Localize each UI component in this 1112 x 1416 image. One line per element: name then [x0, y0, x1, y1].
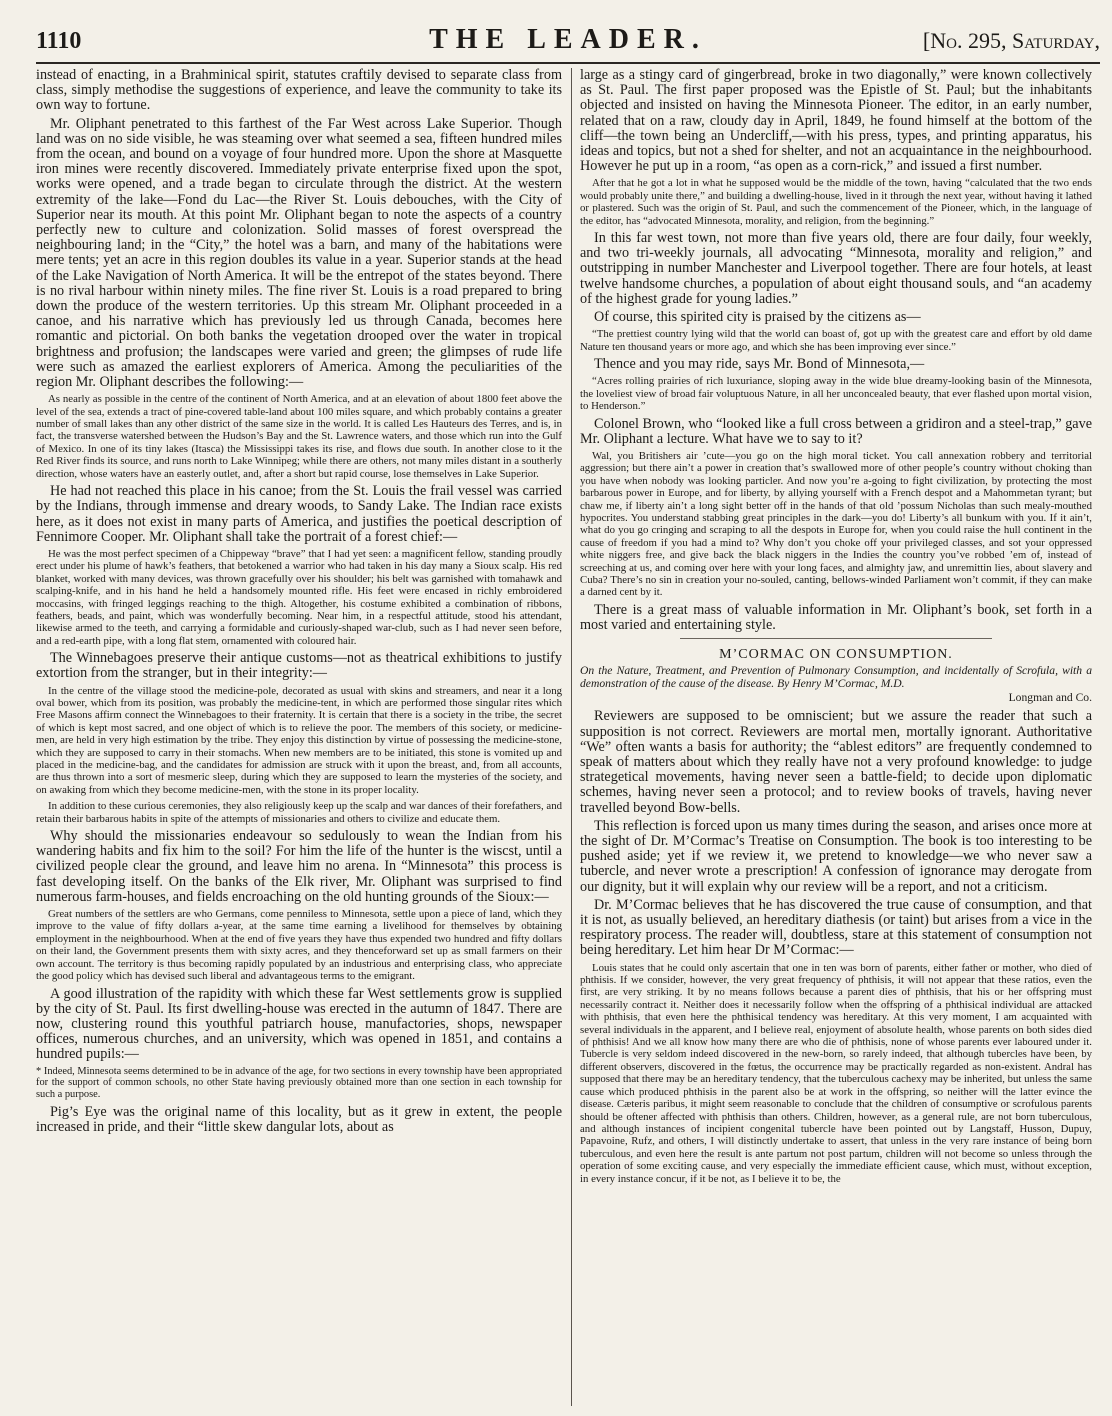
block-quote: Great numbers of the settlers are who Germans, come penniless to Minnesota, settle upon a piece of land, which they improve to the value of fifty dollars a-year, at the same time earning a livelihood for themselves by obtaining employment in the neighbourhood. When at the end of five years they have thus expended two hundred and fifty dollars on their land, the Government presents them with sixty acres, and they thenceforward set up as small farmers on their own account. The territory is thus becoming rapidly populated by an industrious and enterprising class, who appreciate the good policy which has devised such liberal and advantageous terms to the emigrant. — [36, 908, 562, 983]
right-column — [580, 68, 1092, 1406]
paragraph: Mr. Oliphant penetrated to this farthest of the Far West across Lake Superior. Though land was on no side visible, he was steaming over what seemed a sea, fifteen hundred miles from the ocean, and bound on a voyage of four hundred more. Upon the shore at Masquette iron mines were recently discovered. Immediately private enterprise fixed upon the spot, works were opened, and a trade began to circulate through the district. At the western extremity of the lake—Fond du Lac—the River St. Louis debouches, with the City of Superior near its mouth. At this point Mr. Oliphant began to note the aspects of a country perfectly new to culture and colonization. Solid masses of forest overspread the neighbouring land; in the “City,” the hotel was a barn, and many of the habitations were mere tents; yet an acre in this region doubles its value in a year. Superior stands at the head of the Lake Navigation of North America. It will be the entrepot of the states beyond. There is no rival harbour within ninety miles. The fine river St. Louis is a road prepared to bring down the produce of the western territories. Up this stream Mr. Oliphant proceeded in a canoe, and his narrative which has previously led us through Canada, becomes here romantic and pictorial. On both banks the vegetation drooped over the water in tropical brightness and profusion; the landscapes were varied and green; the glimpses of rude life were such as amazed the earliest explorers of America. Among the peculiarities of the region Mr. Oliphant describes the following:— — [36, 115, 562, 391]
publisher-row — [580, 691, 1092, 704]
paragraph: Dr. M’Cormac believes that he has discovered the true cause of consumption, and that it is not, as usually believed, an hereditary diathesis (or taint) but arises from a vice in the respiratory process. The reader will, doubtless, stare at this statement of consumption not being hereditary. Let him hear Dr M’Cormac:— — [580, 896, 1092, 959]
paragraph: There is a great mass of valuable information in Mr. Oliphant’s book, set forth in a most varied and entertaining style. — [580, 601, 1092, 633]
block-quote: After that he got a lot in what he supposed would be the middle of the town, having “calculated that the two ends would probably unite there,” and building a dwelling-house, lived in it through the next year, without having it lathed or plastered. Such was the origin of St. Paul, and such the commencement of the Pioneer, which, in the language of the editor, has “advocated Minnesota, morality, and religion, from the beginning.” — [580, 177, 1092, 227]
paragraph: instead of enacting, in a Brahminical spirit, statutes craftily devised to separate class from class, simply methodise the suggestions of experience, and leave the community to take its own way to fortune. — [36, 68, 562, 114]
section-divider — [680, 638, 992, 639]
issue-label: [No. 295, Saturday, — [922, 28, 1100, 53]
paragraph: This reflection is forced upon us many times during the season, and arises once more at the sight of Dr. M’Cormac’s Treatise on Consumption. The book is too interesting to be pushed aside; yet if we review it, we pretend to knowledge—we who never saw a tubercle, and never wrote a prescription! A confession of ignorance may derogate from our dignity, but it will explain why our review will be a report, and not a criticism. — [580, 817, 1092, 895]
block-quote: Louis states that he could only ascertain that one in ten was born of parents, either father or mother, who died of phthisis. If we consider, however, the very great frequency of phthisis, it will not appear that these ratios, even the first, are very striking. It by no means follows because a parent dies of phthisis, that his or her offspring must necessarily contract it. Neither does it necessarily follow when the offspring of a phthisical individual are attacked with phthisis, that even here the phthisical tendency was hereditary. At this very moment, I am acquainted with several individuals in the apparent, and I believe real, enjoyment of absolute health, whose parents on both sides died of phthisis! And we all know how many there are who die of phthisis, none of whose parents ever laboured under it. Tubercle is very seldom indeed discovered in the new-born, so rarely indeed, that although tubercles have been, by different observers, discovered in the fœtus, the occurrence may be practically regarded as non-existent. Andral has supposed that there may be an hereditary tendency, that the tuberculous cachexy may be inherited, but unless the same cause which produced phthisis in the parent also be at work in the offspring, so neither will the latter evince the disease. Cæteris paribus, it might seem reasonable to conclude that the children of consumptive or scrofulous parents should be oftener affected with phthisis than others. Children, however, as a general rule, are not born tuberculous, and although instances of incipient congenital tubercle have been pointed out by Langstaff, Husson, Dupuy, Papavoine, Rufz, and others, I will distinctly undertake to assert, that unless in the very rare instance of being born tuberculous, and even here the result is ante partum not post partum, children will not become so unless through the operation of some exciting cause, and very especially the immediate efficient cause, which must, without exception, in every instance concur, if it be not, as I believe it to be, the — [580, 961, 1092, 1185]
paragraph: large as a stingy card of gingerbread, broke in two diagonally,” were known collectively as St. Paul. The first paper proposed was the Epistle of St. Paul; but the inhabitants objected and insisted on having the Minnesota Pioneer. The editor, in an early number, related that on a raw, cloudy day in April, 1849, he found himself at the bottom of the cliff—the town being an Undercliff,—with his press, types, and printing apparatus, his ideas and topics, but not a shed for shelter, and not an acquaintance in the neighbourhood. However he put up in a room, “as open as a corn-rick,” and issued a first number. — [580, 68, 1092, 175]
newspaper-title: THE LEADER. — [429, 24, 707, 55]
paragraph: In this far west town, not more than five years old, there are four daily, four weekly, and two tri-weekly journals, all advocating “Minnesota, morality and religion,” and outstripping in number Manchester and Liverpool together. There are four hotels, at least twelve handsome churches, a population of about eight thousand souls, and “an academy of the highest grade for young ladies.” — [580, 230, 1092, 307]
paragraph: Reviewers are supposed to be omniscient; but we assure the reader that such a supposition is not correct. Reviewers are mortal men, mortally ignorant. Authoritative “We” often wants a basis for authority; the “ablest editors” are frequently condemned to speak of matters about which they really have not a very profound knowledge: to judge strategetical movements, having never seen a battle-field; to decide upon diplomatic schemes, having never seen a protocol; and to review books of travels, having never travelled beyond Bow-bells. — [580, 708, 1092, 816]
publisher: Longman and Co. — [1008, 691, 1092, 705]
page-number: 1110 — [36, 28, 82, 54]
block-quote: As nearly as possible in the centre of the continent of North America, and at an elevation of about 1800 feet above the level of the sea, extends a tract of pine-covered table-land about 100 miles square, and which probably contains a greater number of small lakes than any other district of the same size in the world. It is called Les Hauteurs des Terres, and is, in fact, the transverse watershed between the Hudson’s Bay and the St. Lawrence waters, and those which run into the Gulf of Mexico. In one of its tiny lakes (Itasca) the Mississippi takes its rise, and flows due south. In another close to it the Red River finds its source, and runs north to Lake Winnipeg; while there are others, not many miles distant in a southerly direction, whose waters have an easterly outlet, and, after a short but rapid course, lose themselves in Lake Superior. — [36, 393, 562, 480]
paragraph: Colonel Brown, who “looked like a full cross between a gridiron and a steel-trap,” gave Mr. Oliphant a lecture. What have we to say to it? — [580, 415, 1092, 447]
column-rule — [571, 68, 572, 1406]
paragraph: Pig’s Eye was the original name of this locality, but as it grew in extent, the people increased in pride, and their “little skew dangular lots, about as — [36, 1103, 562, 1136]
block-quote: “Acres rolling prairies of rich luxuriance, sloping away in the wide blue dreamy-looking basin of the Minnesota, the loveliest view of broad fair voluptuous Nature, in all her unconcealed beauty, that ever flashed upon mortal vision, to Henderson.” — [580, 375, 1092, 413]
paragraph: Thence and you may ride, says Mr. Bond of Minnesota,— — [594, 356, 925, 373]
block-quote: In addition to these curious ceremonies, they also religiously keep up the scalp and war dances of their forefathers, and retain their barbarous habits in spite of the attempts of missionaries and others to civilize and educate them. — [36, 800, 562, 825]
paragraph: The Winnebagoes preserve their antique customs—not as theatrical exhibitions to justify extortion from the stranger, but in their integrity:— — [36, 650, 562, 682]
paragraph: A good illustration of the rapidity with which these far West settlements grow is supplied by the city of St. Paul. Its first dwelling-house was erected in the autumn of 1847. There are now, clustering round this youthful patriarch house, manufactories, shops, newspaper offices, numerous churches, and an university, which was opened in 1851, and contains a hundred pupils:— — [36, 985, 562, 1063]
footnote: * Indeed, Minnesota seems determined to be in advance of the age, for two sections in every township have been appropriated for the support of common schools, no other State having previously obtained more than one section in each township for such a purpose. — [36, 1065, 562, 1101]
article-title: M’CORMAC ON CONSUMPTION. — [719, 647, 953, 663]
block-quote: “The prettiest country lying wild that the world can boast of, got up with the greatest care and effort by old dame Nature ten thousand years or more ago, and which she has been improving ever since.” — [580, 328, 1092, 353]
paragraph: Of course, this spirited city is praised by the citizens as— — [594, 309, 921, 326]
left-column — [36, 68, 562, 1406]
block-quote: He was the most perfect specimen of a Chippeway “brave” that I had yet seen: a magnificent fellow, standing proudly erect under his plume of hawk’s feathers, that betokened a warrior who had taken in his day many a Sioux scalp. His red blanket, worked with many devices, was thrown gracefully over his shoulder; his belt was garnished with tomahawk and scalping-knife, and in his hand he held a handsomely mounted rifle. His feet were encased in richly embroidered moccasins, with fringed leggings reaching to the thigh. Altogether, his costume exhibited a combination of ribbons, feathers, beads, and paint, which was wonderfully becoming. Near him, in a respectful attitude, stood his attendant, likewise armed to the teeth, and carrying a formidable and curiously-shaped war-club, such as I had never seen before, and a red-earth pipe, with a long flat stem, ornamented with coloured hair. — [36, 547, 562, 647]
block-quote: Wal, you Britishers air ’cute—you go on the high moral ticket. You call annexation robbery and territorial aggression; but there ain’t a power in creation that’s swallowed more of other people’s country without choking than you have when nobody was looking particler. And now you’re a-going to fight civilization, by protecting the most barbarous power in Europe, and for liberty, by allying yourself with a French despot and a Mahommetan tyrant; but chaw me, if liberty ain’t a long sight better off in the hands of that old ’possum Nicholas than such mealy-mouthed hypocrites. You understand stabbing great principles in the dark—you do! Liberty’s all bunkum with you. If it ain’t, what do you go cringing and scraping to all the despots in Europe for, when you could raise the hull continent in the cause of freedom if you had a mind to? Why don’t you choke off your privileged classes, and sot your oppressed white niggers free, and give back the black niggers in the Indies the country you’ve robbed ’em of, instead of screeching at us, and coming over here with your long faces, and almighty jaw, and unremittin lies, about slavery and Cuba? There’s no sin in creation your no-souled, canting, bellows-winded Parliament won’t commit, if they can make a darned cent by it. — [580, 449, 1092, 599]
block-quote: In the centre of the village stood the medicine-pole, decorated as usual with skins and streamers, and near it a long oval bower, which from its position, was probably the medicine-tent, in which are performed those singular rites which Free Masons affirm connect the Winnebagoes to their fraternity. It is certain that there is a society in the tribe, the secret of which is kept most sacred, and one object of which is to relieve the poor. The members of this society, or medicine-men, are held in very high estimation by the tribe. They enjoy this distinction by virtue of possessing the medicine-stone, which they are supposed to carry in their stomachs. When new members are to be initiated, this stone is vomited up and placed in the medicine-bag, and the candidates for admission are struck with it upon the breast, and, from all accounts, are thus thrown into a sort of mesmeric sleep, during which they are supposed to learn the mysteries of the society, and on awaking from which they become medicine-men, with the stone in its proper locality. — [36, 684, 562, 796]
article-subtitle: On the Nature, Treatment, and Prevention of Pulmonary Consumption, and incidentally of Scrofula, with a demonstration of the cause of the disease. By Henry M’Cormac, M.D. — [580, 664, 1092, 691]
paragraph: He had not reached this place in his canoe; from the St. Louis the frail vessel was carried by the Indians, through immense and dreary woods, to Sandy Lake. The Indian race exists here, as it does not exist in many parts of America, and justifies the poetical description of Fennimore Cooper. Mr. Oliphant shall take the portrait of a forest chief:— — [36, 483, 562, 545]
paragraph: Why should the missionaries endeavour so sedulously to wean the Indian from his wandering habits and fix him to the soil? For him the life of the hunter is the wiscst, until a civilized people clear the ground, and leave him no arena. In “Minnesota” this process is fast developing itself. On the banks of the Elk river, Mr. Oliphant was surprised to find numerous farm-houses, and fields encroaching on the old hunting grounds of the Sioux:— — [36, 828, 562, 905]
masthead — [36, 18, 1100, 64]
